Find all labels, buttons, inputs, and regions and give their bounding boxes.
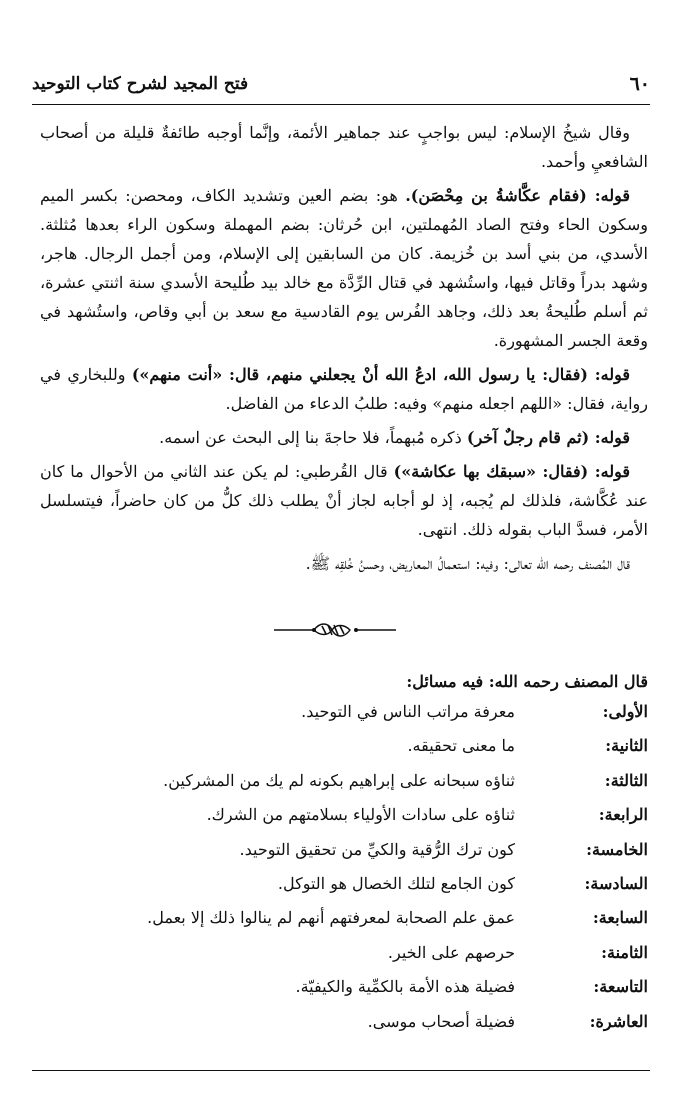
issue-label: الأولى: xyxy=(602,702,648,721)
issue-item xyxy=(40,702,648,736)
issue-item xyxy=(40,908,648,942)
ornamental-divider-icon xyxy=(270,618,400,642)
issue-label: السابعة: xyxy=(592,908,648,928)
footer-rule xyxy=(32,1070,650,1071)
issue-label: الرابعة: xyxy=(598,805,648,825)
page-header xyxy=(32,66,650,102)
issue-text: كون ترك الرُّقية والكيِّ من تحقيق التوحيد. xyxy=(239,839,515,859)
page-number: ٦٠ xyxy=(629,73,650,95)
issue-item xyxy=(40,805,648,839)
issue-text: عمق علم الصحابة لمعرفتهم أنهم لم ينالوا ذلك إلا بعمل. xyxy=(147,908,515,928)
paragraph-text: وللبخاري في رواية، فقال: «اللهم اجعله منهم» وفيه: طلبُ الدعاء من الفاضل. xyxy=(40,365,648,413)
issue-label: الخامسة: xyxy=(586,839,648,859)
issue-label: التاسعة: xyxy=(593,977,648,997)
paragraph-text: وقال شيخُ الإسلام: ليس بواجبٍ عند جماهير الأئمة، وإنَّما أوجبه طائفةٌ قليلة من أصحاب الشافعيِ وأحمد. xyxy=(40,123,648,171)
paragraph-6 xyxy=(40,549,648,578)
issue-label: العاشرة: xyxy=(589,1011,648,1031)
paragraph-text: هو: بضم العين وتشديد الكاف، ومحصن: بكسر الميم وسكون الحاء وفتح الصاد المُهملتين، ابن حُرثان: بضم المهملة وسكون الراء بعدها مُثلثة. الأسدي، من بني أسد بن خُزيمة. كان من السابقين إلى الإسلام، ومن أجمل الرجال. هاجر، وشهد بدراً وقاتل فيها، واستُشهد في قتال الرِّدَّة مع خالد بيد طُليحة الأسدي سنة اثنتي عشرة، ثم أسلم طُليحةُ بعد ذلك، وجاهد الفُرس يوم القادسية مع سعد بن أبي وقاص، واستُشهد في وقعة الجسر المشهورة. xyxy=(40,186,649,350)
paragraph-lead: قوله: (فقام عكَّاشةُ بن مِحْصَن). xyxy=(405,186,630,205)
issues-section xyxy=(40,668,648,1046)
issue-item xyxy=(40,943,648,977)
issue-label: الثالثة: xyxy=(604,770,648,790)
issue-text: فضيلة أصحاب موسى. xyxy=(367,1011,515,1031)
issue-text: ما معنى تحقيقه. xyxy=(407,736,515,756)
issues-heading: قال المصنف رحمه الله: فيه مسائل: xyxy=(406,672,648,691)
header-rule xyxy=(32,104,650,105)
paragraph-text: ذكره مُبهماً، فلا حاجةَ بنا إلى البحث عن اسمه. xyxy=(159,428,467,447)
paragraph-lead: قوله: (ثم قام رجلٌ آخر) xyxy=(466,428,630,447)
issue-text: كون الجامع لتلك الخصال هو التوكل. xyxy=(277,873,515,893)
running-title: فتح المجيد لشرح كتاب التوحيد xyxy=(32,74,249,94)
issue-label: الثانية: xyxy=(605,736,648,756)
issue-text: فضيلة هذه الأمة بالكمِّية والكيفيّة. xyxy=(295,977,515,997)
issue-label: السادسة: xyxy=(584,873,648,893)
issue-item xyxy=(40,771,648,805)
issue-text: ثناؤه على سادات الأولياء بسلامتهم من الشرك. xyxy=(206,805,515,825)
issue-item xyxy=(40,874,648,908)
paragraph-text: قال القُرطبي: لم يكن عند الثاني من الأحوال ما كان عند عُكَّاشة، فلذلك لم يُجبه، إذ لو أجابه لجاز أنْ يطلب ذلك كلُّ من كان حاضراً، فيتسلسل الأمر، فسدَّ الباب بقوله ذلك. انتهى. xyxy=(40,462,648,539)
issue-item xyxy=(40,840,648,874)
paragraph-lead: قوله: (فقال: «سبقك بها عكاشة») xyxy=(393,462,630,481)
issue-label: الثامنة: xyxy=(601,942,648,962)
issue-item xyxy=(40,977,648,1011)
paragraph-1 xyxy=(40,118,648,176)
paragraph-3 xyxy=(40,360,648,418)
issue-text: معرفة مراتب الناس في التوحيد. xyxy=(301,702,515,721)
paragraph-4 xyxy=(40,423,648,452)
commentary-text xyxy=(40,118,648,583)
paragraph-5 xyxy=(40,457,648,544)
issue-text: ثناؤه سبحانه على إبراهيم بكونه لم يك من المشركين. xyxy=(163,770,515,790)
issue-item xyxy=(40,736,648,770)
paragraph-2 xyxy=(40,181,648,355)
issue-text: حرصهم على الخير. xyxy=(387,942,515,962)
paragraph-lead: قوله: (فقال: يا رسول الله، ادعُ الله أنْ يجعلني منهم، قال: «أنت منهم») xyxy=(131,365,630,384)
paragraph-text: قال المُصنف رحمه الله تعالى: وفيه: استعمالُ المعاريض، وحسنُ خُلقِه ﷺ. xyxy=(305,554,630,573)
issue-item xyxy=(40,1012,648,1046)
